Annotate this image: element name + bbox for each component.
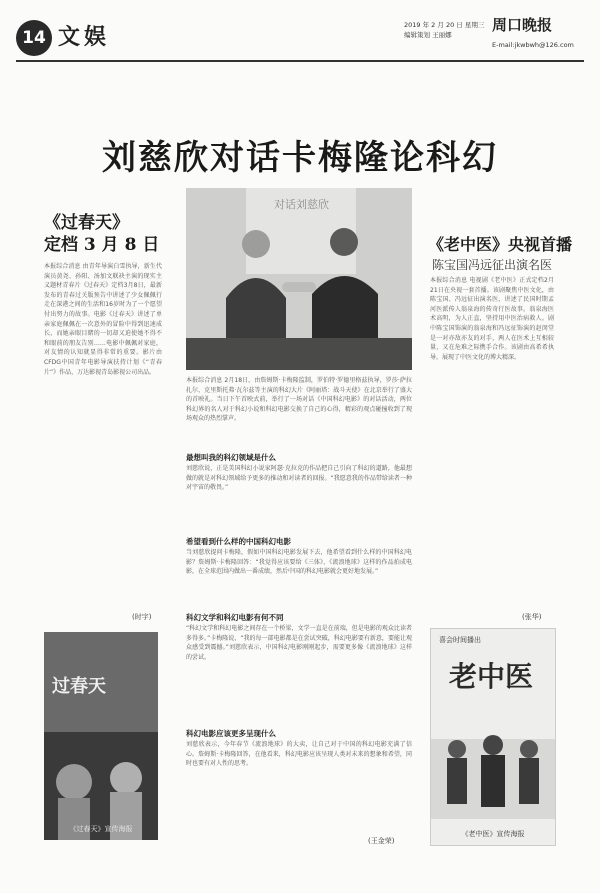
center-body-3: “科幻文学和科幻电影之间存在一个桥梁，文学一直是在前端，但是电影的观众比读者多得多。”卡梅隆说，“我的每一部电影都是在尝试突破，科幻电影要有新意，要能让观众感受到震撼。”刘慈欣表示，中国科幻电影刚刚起步，需要更多像《流浪地球》这样的尝试。 (186, 625, 412, 661)
main-headline: 刘慈欣对话卡梅隆论科幻 (102, 138, 498, 178)
right-poster-caption: 《老中医》宣传海报 (461, 830, 525, 838)
center-body-1: 刘慈欣说，正是美国科幻小说家阿瑟·克拉克的作品把自己引向了科幻的道路，他最想做的就是对科幻领域给予更多的推动和对读者的回报。“我愿意我的作品带给读者一种对宇宙的敬畏。” (186, 465, 412, 492)
header-email: E-mail:jkwbwh@126.com (492, 41, 574, 49)
right-article-subhead: 陈宝国冯远征出演名医 (432, 258, 553, 272)
header-rule (16, 60, 584, 62)
right-poster-label: 喜会时间播出 (439, 636, 481, 644)
center-body-2: 当刘慈欣提问卡梅隆，假如中国科幻电影发展下去，他希望看到什么样的中国科幻电影？詹姆斯·卡梅隆回答：“我觉得应该要给《三体》、《流浪地球》这样的作品拍成电影，在全球范围内做出一番成绩，然后中国的科幻电影就会更好地发展。” (186, 549, 412, 576)
left-article-body: 本报综合消息 由青年导演白雪执导，新生代演员黄尧、孙阳、汤加文联袂主演的现实主义题材青春片《过春天》定档3月8日，最新发布的青春过关版预告中讲述了少女佩佩行走在深港之间的生活和16岁时为了一个愿望付出努力的故事。电影《过春天》讲述了单亲家庭佩佩在一次意外的冒险中得到迅速成长，而她亲眼目睹的一切却又迫使她不得不和眼前的朋友告别……电影中佩佩对家庭，对友情的认知就显得非常的重要。影片由CFDG中国青年电影导演扶持计划《“青春片”》作品，万达影视青岛影视公司出品。 (44, 263, 162, 376)
center-intro: 本报综合消息 2月18日，由詹姆斯·卡梅隆监制，罗伯特·罗德里格兹执导，罗莎·萨拉扎尔、克里斯托弗·瓦尔兹等主演的科幻大片《阿丽塔：战斗天使》在北京举行了盛大的首映礼。当日下午首映式前，举行了一场对话《中国科幻电影》的对话活动，两位科幻界的名人对于科幻小说和科幻电影交换了自己的心得，精彩的观点碰撞收到了现场观众的热烈掌声。 (186, 377, 412, 423)
right-poster-image (430, 628, 556, 846)
photo-backdrop-text: 对话刘慈欣 (274, 198, 329, 211)
right-article-author: (张华) (522, 613, 542, 621)
section-title: 文娱 (58, 24, 111, 50)
left-poster-art (44, 632, 158, 840)
right-article-body: 本报综合消息 电视剧《老中医》正式定档2月21日在央视一套首播。该剧聚焦中医文化，由陈宝国、冯远征出演名医，讲述了民国时期孟河医派传人翁泉海的传奇行医故事。翁泉海医术高明，为人正直，坚持用中医治病救人。剧中陈宝国饰演的翁泉海和冯远征饰演的赵闵堂是一对亦敌亦友的对手，两人在医术上互相较量，又在危难之际携手合作。该剧由高希希执导，展现了中医文化的博大精深。 (430, 277, 554, 361)
center-article-author: (王金荣) (368, 837, 395, 845)
header-editor: 编辑策划 王丽娜 (404, 31, 452, 39)
page-number: 14 (16, 20, 52, 56)
page-header (0, 0, 600, 64)
center-subhead-4: 科幻电影应该更多呈现什么 (186, 729, 276, 738)
center-subhead-2: 希望看到什么样的中国科幻电影 (186, 537, 291, 546)
center-subhead-1: 最想叫我的科幻领域是什么 (186, 453, 276, 462)
left-poster-title: 过春天 (52, 676, 106, 697)
left-title-line2: 定档 3 月 8 日 (44, 235, 160, 255)
header-date: 2019 年 2 月 20 日 星期三 (404, 21, 485, 29)
center-photo (186, 188, 412, 370)
left-article-headline (44, 212, 159, 256)
right-article-headline: 《老中医》央视首播 (428, 235, 573, 254)
left-poster-caption: 《过春天》宣传海报 (69, 825, 133, 833)
newspaper-logo: 周口晚报 (492, 16, 553, 34)
left-title-line1: 《过春天》 (44, 213, 129, 233)
right-poster-art (431, 629, 555, 845)
right-poster-title: 老中医 (449, 660, 534, 693)
left-article-author: (时宇) (132, 613, 152, 621)
center-body-4: 刘慈欣表示，今年春节《流浪地球》的大卖，让自己对于中国的科幻电影充满了信心。詹姆斯·卡梅隆回答，在他看来，科幻电影应该呈现人类对未来的想象和希望，同时也要有对人性的思考。 (186, 741, 412, 768)
center-photo-art (186, 188, 412, 370)
center-subhead-3: 科幻文学和科幻电影有何不同 (186, 613, 284, 622)
left-poster-image (44, 632, 158, 840)
